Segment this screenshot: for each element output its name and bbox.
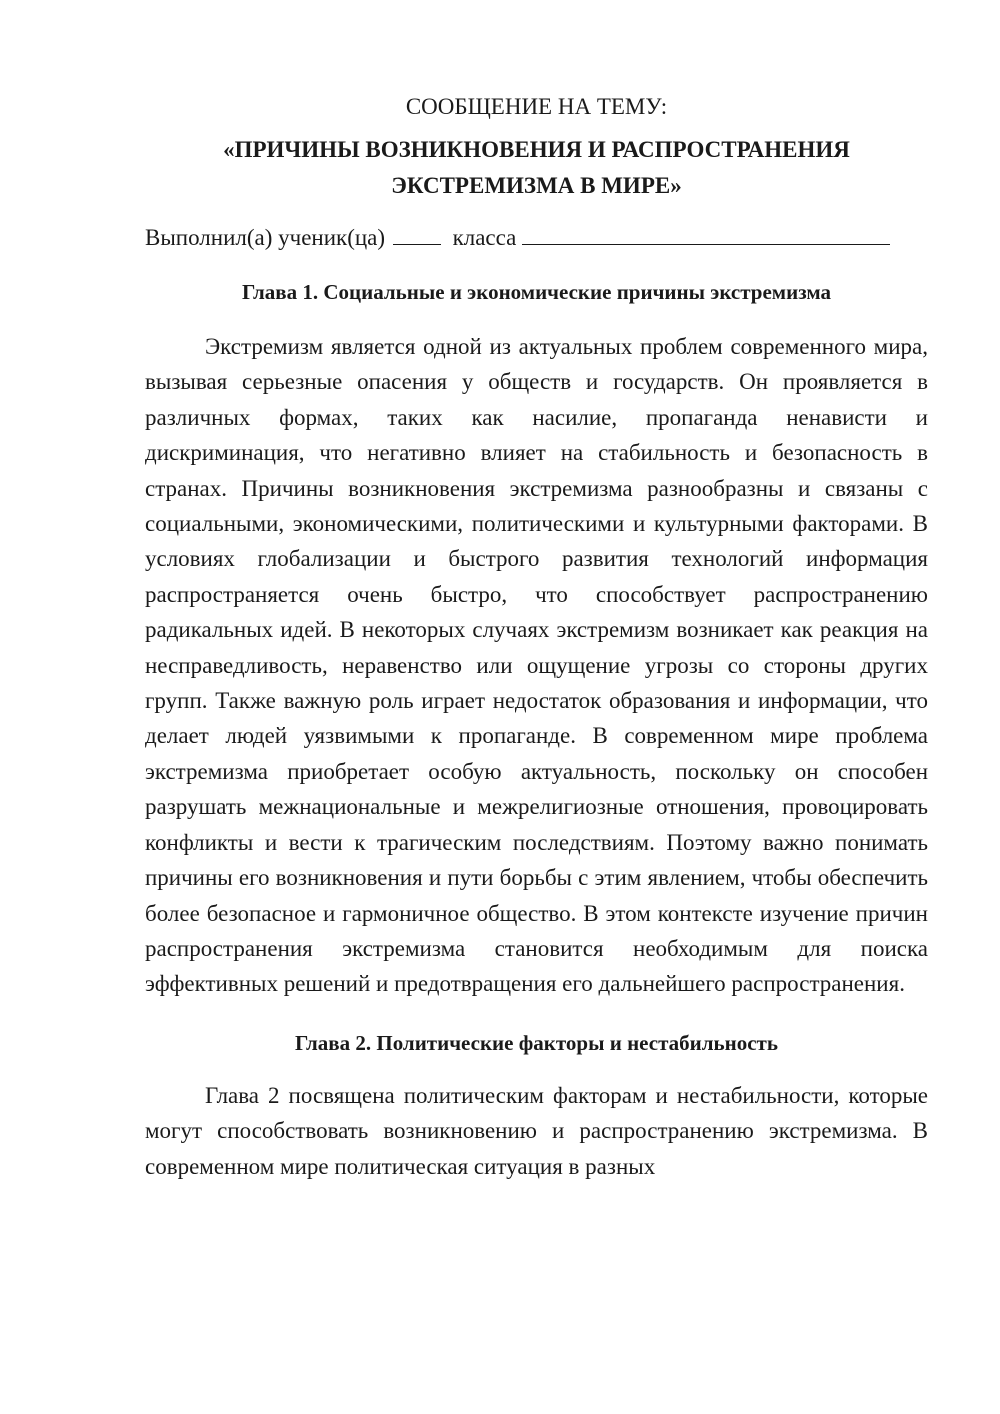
- chapter-1-heading: Глава 1. Социальные и экономические причины экстремизма: [241, 280, 832, 304]
- class-number-blank: [393, 222, 441, 245]
- document-heading: СООБЩЕНИЕ НА ТЕМУ:: [405, 94, 668, 119]
- document-title: [145, 132, 928, 204]
- chapter-1-paragraph: Экстремизм является одной из актуальных проблем современного мира, вызывая серьезные опасения у обществ и государств. Он проявляется в различных формах, таких как насилие, пропаганда ненависти и дискриминация, что негативно влияет на стабильность и безопасность в странах. Причины возникновения экстремизма разнообразны и связаны с социальными, экономическими, политическими и культурными факторами. В условиях глобализации и быстрого развития технологий информация распространяется очень быстро, что способствует распространению радикальных идей. В некоторых случаях экстремизм возникает как реакция на несправедливость, неравенство или ощущение угрозы со стороны других групп. Также важную роль играет недостаток образования и информации, что делает людей уязвимыми к пропаганде. В современном мире проблема экстремизма приобретает особую актуальность, поскольку он способен разрушать межнациональные и межрелигиозные отношения, провоцировать конфликты и вести к трагическим последствиям. Поэтому важно понимать причины его возникновения и пути борьбы с этим явлением, чтобы обеспечить более безопасное и гармоничное общество. В этом контексте изучение причин распространения экстремизма становится необходимым для поиска эффективных решений и предотвращения его дальнейшего распространения.: [145, 334, 928, 997]
- document-title-line-1: «ПРИЧИНЫ ВОЗНИКНОВЕНИЯ И РАСПРОСТРАНЕНИЯ: [223, 137, 850, 162]
- chapter-2-paragraph: Глава 2 посвящена политическим факторам и нестабильности, которые могут способствовать возникновению и распространению экстремизма. В современном мире политическая ситуация в разных: [145, 1082, 928, 1179]
- document-page: [145, 92, 928, 1184]
- document-title-line-2: ЭКСТРЕМИЗМА В МИРЕ»: [391, 173, 682, 198]
- class-label: класса: [452, 225, 517, 250]
- author-line: [145, 222, 928, 253]
- student-name-blank: [522, 222, 890, 245]
- chapter-2-heading: Глава 2. Политические факторы и нестабильность: [295, 1030, 778, 1055]
- author-prefix: Выполнил(а) ученик(ца): [145, 225, 386, 250]
